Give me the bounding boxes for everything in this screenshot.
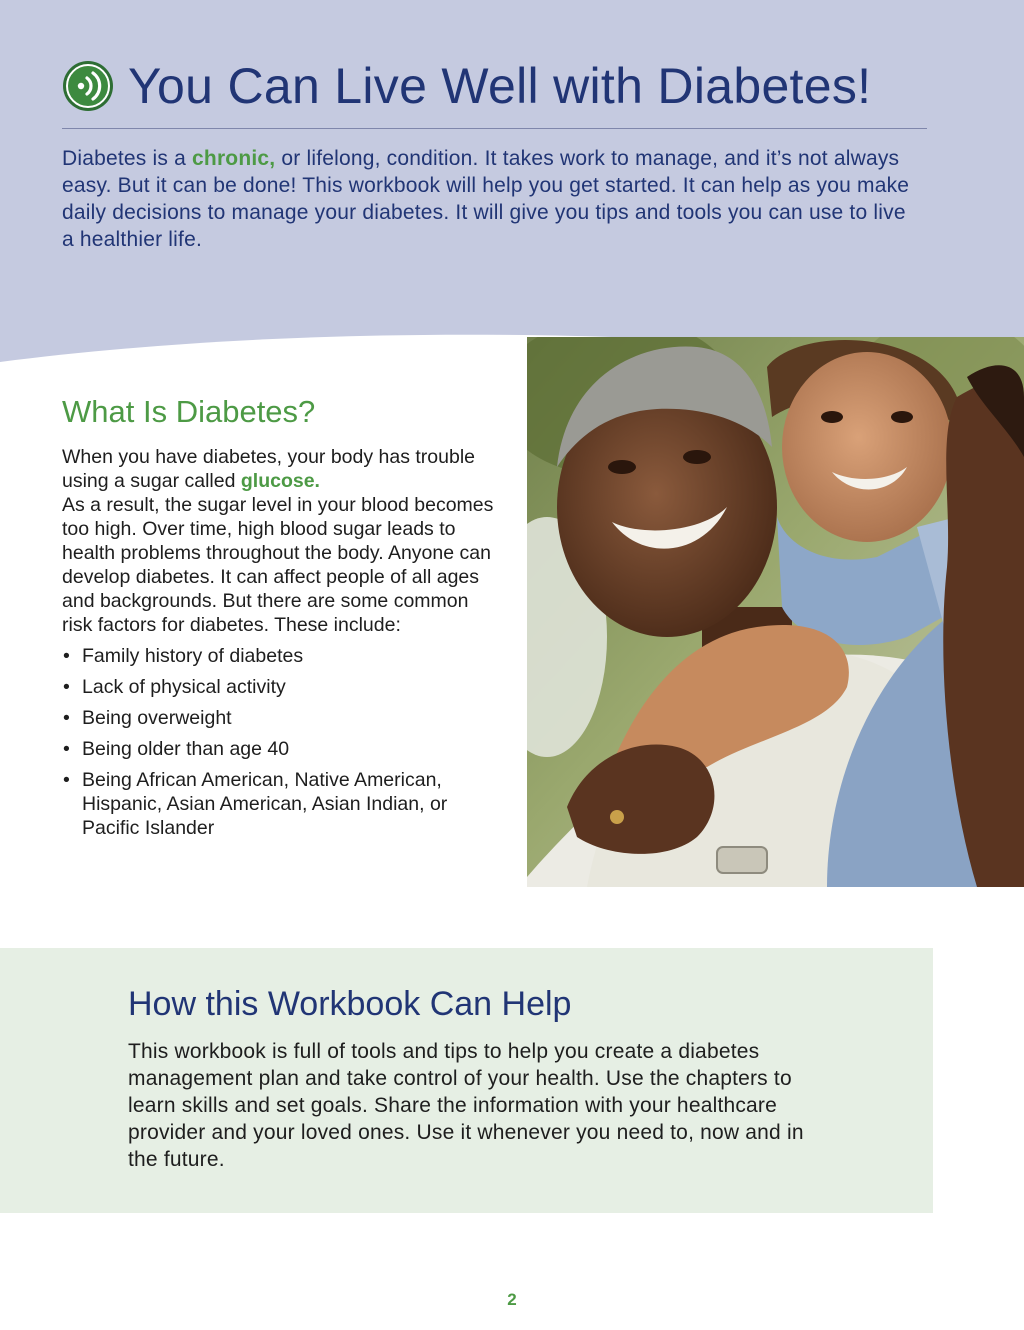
para-text-after: As a result, the sugar level in your blood becomes too high. Over time, high blood sugar leads to health problems throughout the body. Anyone can develop diabetes. It can affect people of all ages and backgrounds. But there are some common risk factors for diabetes. These include: <box>62 494 494 636</box>
risk-factor-list <box>62 644 502 840</box>
intro-highlight-chronic: chronic, <box>192 147 276 170</box>
page-title: You Can Live Well with Diabetes! <box>128 58 872 114</box>
intro-text-after: or lifelong, condition. It takes work to manage, and it’s not always easy. But it can be done! This workbook will help you get started. It can help as you make daily decisions to manage your diabetes. It will give you tips and tools you can use to live a healthier life. <box>62 147 910 251</box>
family-photo-illustration <box>527 337 1024 887</box>
intro-paragraph <box>62 145 922 253</box>
help-paragraph: This workbook is full of tools and tips to help you create a diabetes management plan and take control of your health. Use the chapters to learn skills and set goals. Share the information with your healthcare provider and your loved ones. Use it whenever you need to, now and in the future. <box>128 1040 804 1171</box>
list-item: • Being older than age 40 <box>62 737 502 761</box>
list-item: • Lack of physical activity <box>62 675 502 699</box>
intro-text-before: Diabetes is a <box>62 147 193 170</box>
family-photo <box>527 337 1024 887</box>
title-divider <box>62 128 927 129</box>
what-is-diabetes-heading: What Is Diabetes? <box>62 394 316 429</box>
list-item: • Family history of diabetes <box>62 644 502 668</box>
para-text-before: When you have diabetes, your body has trouble using a sugar called <box>62 446 476 492</box>
audio-speaker-icon[interactable] <box>62 60 114 112</box>
list-item: • Being African American, Native American, Hispanic, Asian American, Asian Indian, or Pacific Islander <box>62 768 502 840</box>
what-is-diabetes-body <box>62 445 502 847</box>
para-highlight-glucose: glucose. <box>240 470 320 492</box>
title-row <box>62 56 871 116</box>
list-item: • Being overweight <box>62 706 502 730</box>
page-number: 2 <box>507 1290 517 1309</box>
what-is-diabetes-paragraph <box>62 445 502 637</box>
help-heading: How this Workbook Can Help <box>128 985 572 1023</box>
